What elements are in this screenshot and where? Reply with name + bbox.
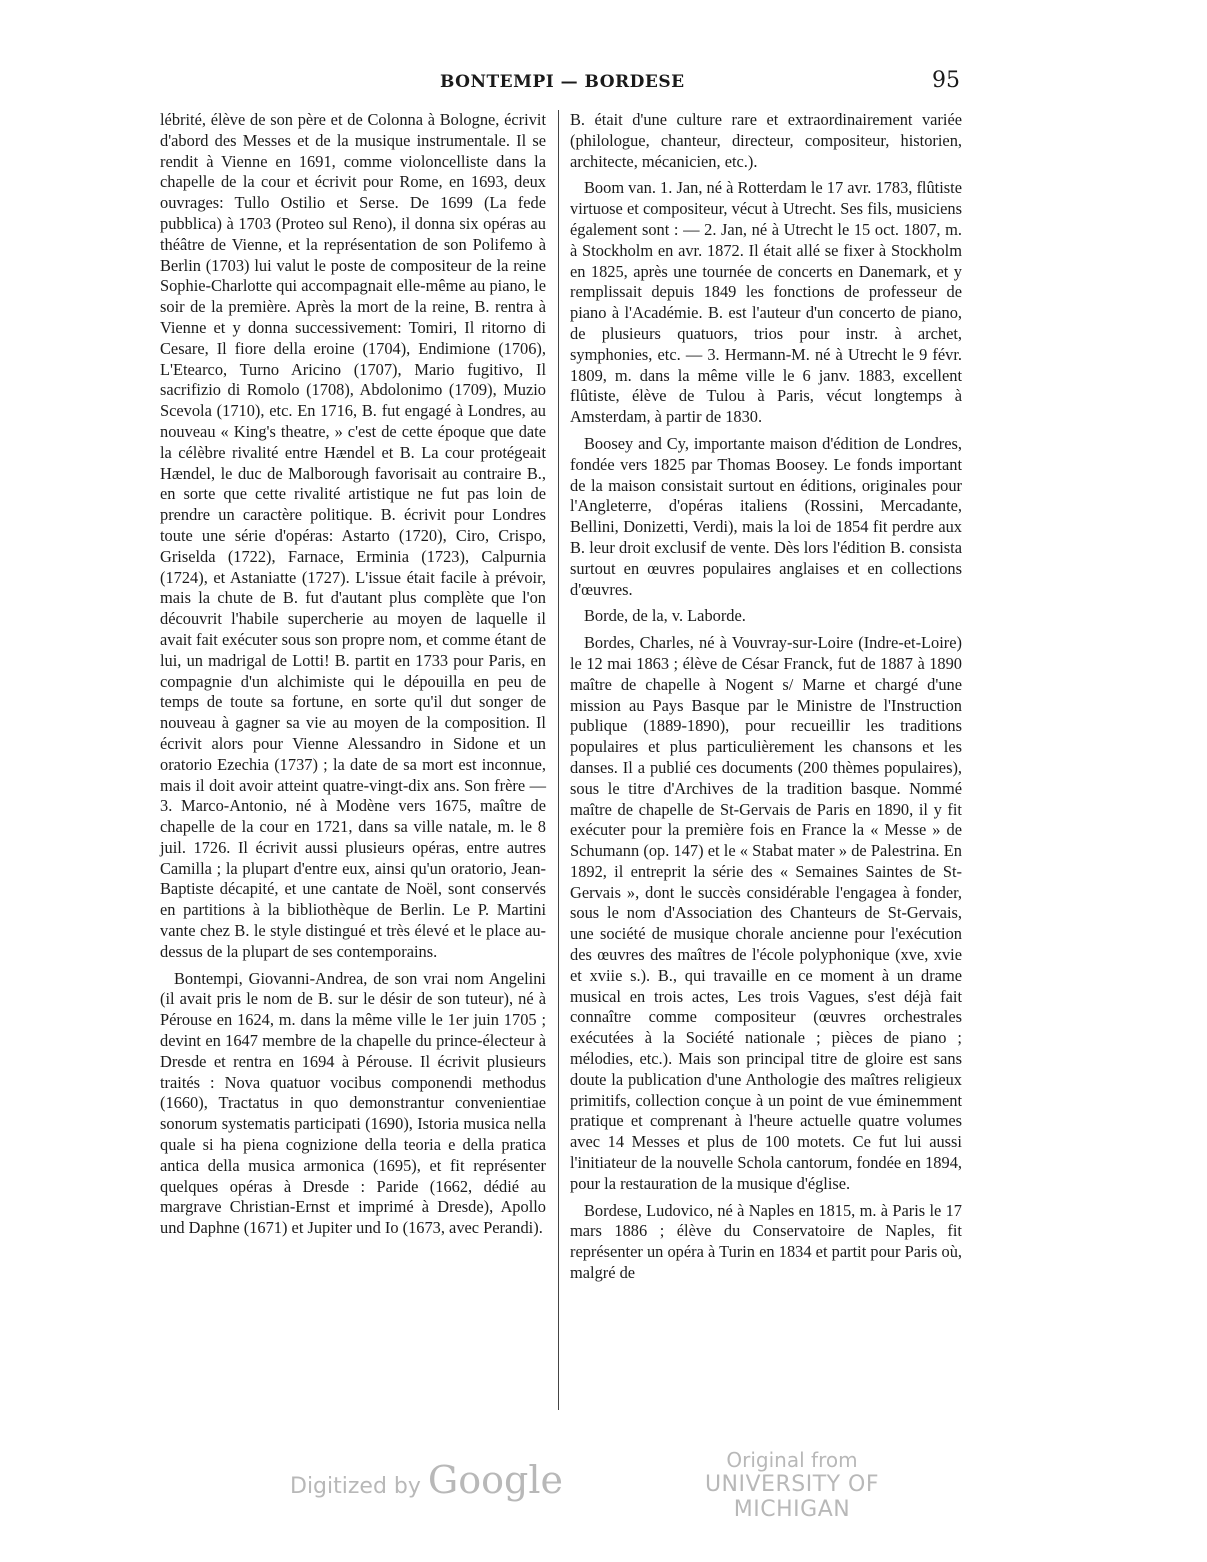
running-header [160, 68, 960, 98]
google-logo: Google [427, 1458, 563, 1502]
entry-boom-van: Boom van. 1. Jan, né à Rotterdam le 17 avr. 1783, flûtiste virtuose et compositeur, vécut à Utrecht. Ses fils, musiciens également sont : — 2. Jan, né à Utrecht le 15 oct. 1807, m. à Stockholm en avr. 1872. Il était allé se fixer à Stockholm en 1825, après une tournée de concerts en Danemark, et y remplissait depuis 1849 les fonctions de professeur de piano à l'Académie. B. est l'auteur d'un concerto de piano, de plusieurs quatuors, trios pour instr. à archet, symphonies, etc. — 3. Hermann-M. né à Utrecht le 9 févr. 1809, m. dans la même ville le 6 janv. 1883, excellent flûtiste, élève de Tulou à Paris, vécut longtemps à Amsterdam, à partir de 1830. [570, 178, 962, 427]
entry-bordes: Bordes, Charles, né à Vouvray-sur-Loire (Indre-et-Loire) le 12 mai 1863 ; élève de César Franck, fut de 1887 à 1890 maître de chapelle à Nogent s/ Marne et chargé d'une mission au Pays Basque par le Ministre de l'Instruction publique (1889-1890), pour recueillir les traditions populaires et plus particulièrement les chansons et les danses. Il a publié ces documents (200 thèmes populaires), sous le titre d'Archives de la tradition basque. Nommé maître de chapelle de St-Gervais de Paris en 1890, il y fit exécuter pour la première fois en France la « Messe » de Schumann (op. 147) et le « Stabat mater » de Palestrina. En 1892, il entreprit la série des « Semaines Saintes de St-Gervais », dont le succès considérable l'engagea à fonder, sous le nom d'Association des Chanteurs de St-Gervais, une société de musique chorale ancienne pour l'exécution des œuvres des maîtres de l'école polyphonique (xve, xvie et xviie s.). B., qui travaille en ce moment à un drame musical en trois actes, Les trois Vagues, s'est déjà fait connaître comme compositeur (œuvres orchestrales exécutées à la Société nationale ; pièces de piano ; mélodies, etc.). Mais son principal titre de gloire est sans doute la publication d'une Anthologie des maîtres religieux primitifs, collection conçue à un point de vue éminemment pratique et comprenant à l'heure actuelle quatre volumes avec 14 Messes et plus de 100 motets. Ce fut lui aussi l'initiateur de la nouvelle Schola cantorum, fondée en 1894, pour la restauration de la musique d'église. [570, 633, 962, 1193]
running-title: BONTEMPI — BORDESE [440, 72, 685, 92]
digitization-watermark [0, 1448, 1207, 1522]
digitized-by-text: Digitized by [290, 1474, 421, 1499]
right-column [570, 110, 962, 1290]
page-number: 95 [932, 68, 960, 93]
entry-borde: Borde, de la, v. Laborde. [584, 606, 746, 626]
institution-name: UNIVERSITY OF MICHIGAN [704, 1472, 880, 1522]
paragraph-continuation: lébrité, élève de son père et de Colonna à Bologne, écrivit d'abord des Messes et de la musique instrumentale. Il se rendit à Vienne en 1691, comme violoncelliste dans la chapelle de la cour et écrivit pour Rome, en 1693, deux ouvrages: Tullo Ostilio et Serse. De 1699 (La fede pubblica) à 1703 (Proteo sul Reno), il donna six opéras au théâtre de Vienne, et la représentation de son Polifemo à Berlin (1703) lui valut le poste de compositeur de la reine Sophie-Charlotte qui accompagnait elle-même au piano, le soir de la première. Après la mort de la reine, B. rentra à Vienne et y donna successivement: Tomiri, Il ritorno di Cesare, Il fiore della eroine (1704), Endimione (1706), L'Etearco, Turno Aricino (1707), Mario fugitivo, Il sacrifizio di Romolo (1708), Abdolonimo (1709), Muzio Scevola (1710), etc. En 1716, B. fut engagé à Londres, au nouveau « King's theatre, » c'est de cette époque que date la célèbre rivalité entre Hændel et B. La cour protégeait Hændel, le duc de Malborough favorisait au contraire B., en sorte que cette rivalité artistique ne fut pas loin de prendre un caractère politique. B. écrivit pour Londres toute une série d'opéras: Astarto (1720), Ciro, Crispo, Griselda (1722), Farnace, Erminia (1723), Calpurnia (1724), et Astaniatte (1727). L'issue était facile à prévoir, mais la chute de B. fut d'autant plus complète que l'on découvrit l'habile supercherie au moyen de laquelle il avait fait exécuter sous son propre nom, et comme étant de lui, un madrigal de Lotti! B. partit en 1733 pour Paris, en compagnie d'un alchimiste qui le dépouilla en peu de temps de toute sa fortune, en sorte qu'il dut songer de nouveau à gagner sa vie au moyen de la composition. Il écrivit alors pour Vienne Alessandro in Sidone et un oratorio Ezechia (1737) ; la date de sa mort est inconnue, mais il doit avoir atteint quatre-vingt-dix ans. Son frère — 3. Marco-Antonio, né à Modène vers 1675, maître de chapelle de la cour en 1721, dans sa ville natale, m. le 8 juil. 1726. Il écrivit aussi plusieurs opéras, entre autres Camilla ; la plupart d'entre eux, ainsi qu'un oratorio, Jean-Baptiste décapité, et une cantate de Noël, sont conservés en partitions à la bibliothèque de Berlin. Le P. Martini vante chez B. le style distingué et très élevé et le place au-dessus de la plupart de ses contemporains. [160, 110, 546, 961]
entry-bontempi: Bontempi, Giovanni-Andrea, de son vrai nom Angelini (il avait pris le nom de B. sur le désir de son tuteur), né à Pérouse en 1624, m. dans la même ville le 1er juin 1705 ; devint en 1647 membre de la chapelle du prince-électeur à Dresde et rentra en 1694 à Pérouse. Il écrivit plusieurs traités : Nova quatuor vocibus componendi methodus (1660), Tractatus in quo demonstrantur convenientiae sonorum systematis participati (1690), Istoria musica nella quale si ha piena cognizione della teoria e della pratica antica della musica armonica (1695), et fit représenter quelques opéras à Dresde : Paride (1662, dédié au margrave Christian-Ernst et imprimé à Dresde), Apollo und Daphne (1671) et Jupiter und Io (1673, avec Perandi). [160, 968, 546, 1238]
original-from-text: Original from [726, 1448, 858, 1472]
entry-bordese: Bordese, Ludovico, né à Naples en 1815, m. à Paris le 17 mars 1886 ; élève du Conservatoire de Naples, fit représenter un opéra à Turin en 1834 et partit pour Paris où, malgré de [570, 1200, 962, 1283]
entry-boosey: Boosey and Cy, importante maison d'édition de Londres, fondée vers 1825 par Thomas Boosey. Le fonds important de la maison consistait surtout en éditions, originales pour l'Angleterre, d'opéras italiens (Rossini, Mercadante, Bellini, Donizetti, Verdi), mais la loi de 1854 fit perdre aux B. leur droit exclusif de vente. Dès lors l'édition B. consista surtout en œuvres populaires anglaises et en collections d'œuvres. [570, 433, 962, 599]
column-divider [558, 110, 559, 1410]
left-column [160, 110, 546, 1245]
paragraph-continuation-right: B. était d'une culture rare et extraordinairement variée (philologue, chanteur, directeur, compositeur, historien, architecte, mécanicien, etc.). [570, 110, 962, 171]
original-from-label [672, 1448, 912, 1522]
digitized-by-label [290, 1458, 563, 1502]
